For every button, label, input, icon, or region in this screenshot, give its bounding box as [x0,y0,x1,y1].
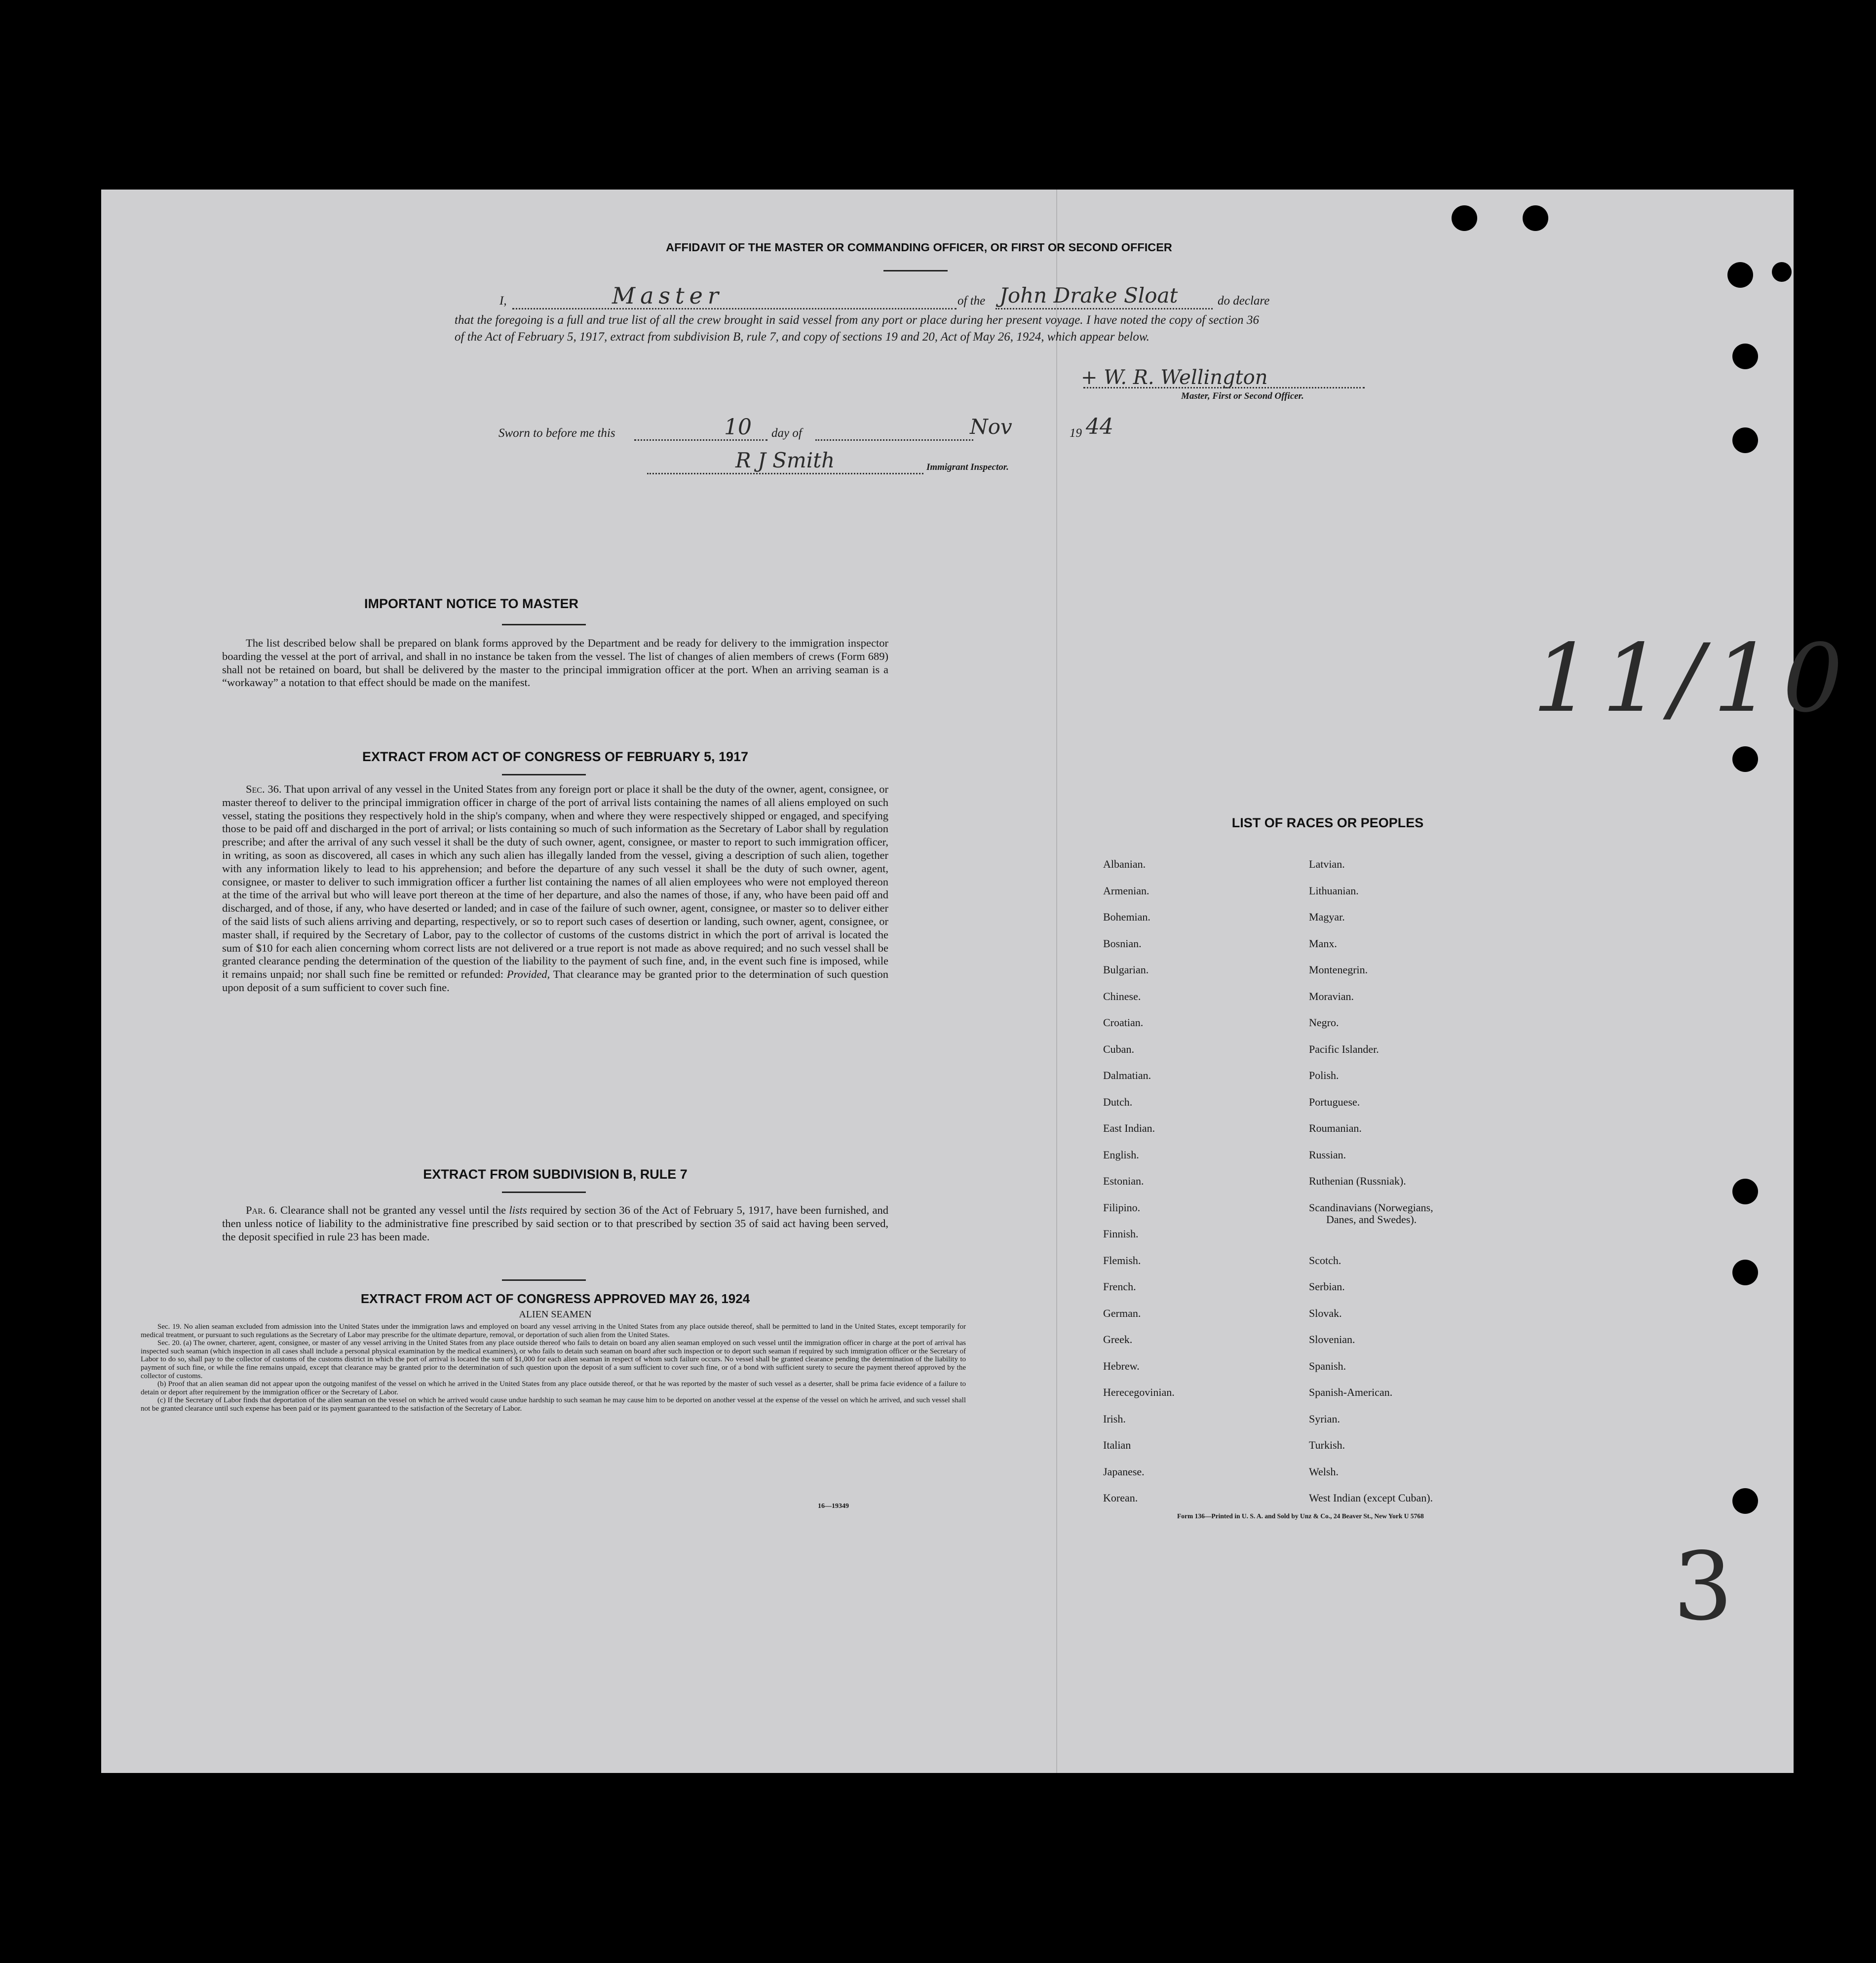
race-item: Slovak. [1309,1307,1342,1319]
inspector-caption: Immigrant Inspector. [926,462,1009,472]
race-item: Filipino. [1103,1201,1141,1214]
races-title: LIST OF RACES OR PEOPLES [1231,815,1424,830]
fold-line [1056,190,1057,1773]
notice-body: The list described below shall be prepared on blank forms approved by the Department and be ready for delivery to the immigration inspector boarding the vessel at the port of arrival, and shall in no instance be taken from the vessel. The list of changes of alien members of crews (Form 689) shall not be retained on board, but shall be delivered by the master to the principal immigration officer at the port. When an arriving seaman is a “workaway” a notation to that effect should be made on the manifest. [222,637,888,689]
month-dotted-line [815,439,973,441]
race-item: Scotch. [1309,1254,1341,1267]
race-item: Hebrew. [1103,1359,1140,1372]
race-item: Albanian. [1103,858,1146,870]
sworn-year-prefix: 19 [1070,426,1082,440]
extract-1917-rule [502,774,586,775]
rule-7-end-rule [502,1279,586,1281]
race-item: Latvian. [1309,858,1345,870]
race-item: French. [1103,1280,1136,1293]
vessel-handwritten: John Drake Sloat [999,283,1178,308]
affidavit-do-declare: do declare [1218,294,1270,308]
rule-7-title: EXTRACT FROM SUBDIVISION B, RULE 7 [423,1167,688,1182]
sworn-year-handwritten: 44 [1086,414,1113,439]
race-item: Estonian. [1103,1175,1144,1187]
title-rule [883,270,948,271]
race-item: Danes, and Swedes). [1326,1213,1417,1226]
punch-hole [1732,427,1758,453]
page-number-note: 3 [1673,1532,1733,1641]
race-item: Greek. [1103,1333,1133,1346]
section-36-label: Sec. 36. [246,783,282,795]
rank-handwritten: Master [612,282,724,309]
notice-rule [502,624,586,625]
sworn-prefix: Sworn to before me this [498,426,615,440]
punch-hole [1732,746,1758,772]
race-item: Armenian. [1103,884,1149,897]
race-item: English. [1103,1148,1139,1161]
rule-7-rule [502,1192,586,1193]
alien-seamen-subtitle: ALIEN SEAMEN [519,1309,592,1320]
race-item: Croatian. [1103,1016,1144,1029]
race-item: Spanish. [1309,1359,1346,1372]
section-36-text: That upon arrival of any vessel in the United States from any foreign port or place it shall be the duty of the owner, agent, consignee, or master thereof to deliver to the principal immigration officer in charge of the port of arrival lists containing the names of all aliens employed on such vessel, stating the positions they respectively hold in the ship's company, when and where they were respectively shipped or engaged, and specifying those to be paid off and discharged in the port of arrival; or lists containing so much of such information as the Secretary of Labor shall by regulation prescribe; and after the arrival of any such vessel it shall be the duty of such owner, agent, consignee, or master to report to such immigration officer, in writing, as soon as discovered, all cases in which any such alien has illegally landed from the vessel, giving a description of such alien, together with any information likely to lead to his apprehension; and before the departure of any such vessel it shall be the duty of such owner, agent, consignee, or master to deliver to such immigration officer a further list containing the names of all alien employees who were not employed thereon at the time of the arrival but who will leave port thereon at the time of her departure, and also the names of those, if any, who have been paid off and discharged, and of those, if any, who have deserted or landed; and in case of the failure of such owner, agent, consignee, or master so to deliver either of the said lists of such aliens arriving and departing, respectively, or so to report such cases of desertion or landing, such owner, agent, consignee, or master shall, if required by the Secretary of Labor, pay to the collector of customs of the customs district in which the port of arrival is located the sum of $10 for each alien concerning whom correct lists are not delivered or a true report is not made as above required; and no such vessel shall be granted clearance pending the determination of the question of the liability to the payment of such fine, and, in the event such fine is imposed, while it remains unpaid; nor shall such fine be remitted or refunded: [222,783,888,981]
race-item: Irish. [1103,1412,1126,1425]
master-signature: + W. R. Wellington [1081,366,1268,389]
punch-hole [1732,1179,1758,1204]
inspector-signature: R J Smith [735,448,835,472]
lists-word: lists [509,1204,527,1216]
race-item: Negro. [1309,1016,1339,1029]
race-item: Spanish-American. [1309,1386,1393,1398]
punch-hole [1732,1488,1758,1514]
race-item: Syrian. [1309,1412,1340,1425]
affidavit-of-the: of the [957,294,986,308]
par-6-text: Clearance shall not be granted any vessel until the [280,1204,506,1216]
race-item: Manx. [1309,937,1337,950]
race-item: Cuban. [1103,1042,1134,1055]
race-item: Montenegrin. [1309,963,1368,976]
race-item: Bohemian. [1103,911,1150,923]
punch-hole [1772,262,1792,282]
extract-1917-title: EXTRACT FROM ACT OF CONGRESS OF FEBRUARY 5, 1917 [362,749,749,764]
race-item: East Indian. [1103,1122,1155,1134]
race-item: Portuguese. [1309,1095,1360,1108]
race-item: Dalmatian. [1103,1069,1151,1081]
punch-hole [1727,262,1753,288]
section-20c-text: (c) If the Secretary of Labor finds that deportation of the alien seaman on the vessel on which he arrived would cause undue hardship to such seaman he may cause him to be deported on another vessel at the expense of the vessel on which he arrived, and such vessel shall not be granted clearance until such expense has been paid or its payment guaranteed to the satisfaction of the Secretary of Labor. [141,1396,966,1413]
extract-1924-title: EXTRACT FROM ACT OF CONGRESS APPROVED MAY 26, 1924 [360,1291,750,1306]
notice-title: IMPORTANT NOTICE TO MASTER [364,596,578,611]
form-footer: Form 136—Printed in U. S. A. and Sold by Unz & Co., 24 Beaver St., New York U 5768 [1177,1512,1424,1520]
race-item: German. [1103,1307,1141,1319]
race-item: Dutch. [1103,1095,1133,1108]
form-code: 16—19349 [818,1502,849,1510]
race-item: Lithuanian. [1309,884,1359,897]
date-margin-note: 11/10 [1521,624,1864,733]
race-item: Ruthenian (Russniak). [1309,1175,1406,1187]
punch-hole [1732,1260,1758,1285]
signature-dotted-line [1083,387,1365,388]
sworn-month-handwritten: Nov [970,415,1012,439]
race-item: Turkish. [1309,1439,1345,1451]
race-item: Roumanian. [1309,1122,1362,1134]
race-item: Bosnian. [1103,937,1142,950]
race-item: Italian [1103,1439,1131,1451]
section-36-text-end: That clearance may be granted prior to the determination of such question upon deposit of a sum sufficient to cover such fine. [222,968,889,994]
affidavit-body: that the foregoing is a full and true list of all the crew brought in said vessel from any port or place during her present voyage. I have noted the copy of section 36 of the Act of February 5, 1917, extract from subdivision B, rule 7, and copy of sections 19 and 20, Act of May 26, 1924, which appear below. [455,313,1259,344]
affidavit-title: AFFIDAVIT OF THE MASTER OR COMMANDING OFFICER, OR FIRST OR SECOND OFFICER [666,241,1172,254]
race-item: Pacific Islander. [1309,1042,1379,1055]
signature-caption: Master, First or Second Officer. [1181,391,1304,401]
section-19-text: Sec. 19. No alien seaman excluded from admission into the United States under the immigration laws and employed on board any vessel arriving in the United States from any place outside thereof, shall be permitted to land in the United States, except temporarily for medical treatment, or pursuant to such regulations as the Secretary of Labor may prescribe for the ultimate departure, removal, or deportation of such alien from the United States. [141,1323,966,1339]
race-item: Russian. [1309,1148,1346,1161]
race-item: West Indian (except Cuban). [1309,1492,1433,1504]
race-item: Korean. [1103,1492,1138,1504]
race-item: Flemish. [1103,1254,1141,1267]
race-item: Finnish. [1103,1228,1139,1240]
race-item: Slovenian. [1309,1333,1355,1346]
rule-7-body [222,1204,888,1243]
par-6-text-end: required by section 36 of the Act of February 5, 1917, have been furnished, and then unless notice of liability to the administrative fine prescribed by said section or to that prescribed by section 35 of said act having been served, the deposit specified in rule 23 has been made. [222,1204,889,1243]
race-item: Herecegovinian. [1103,1386,1175,1398]
punch-hole [1523,205,1548,231]
race-item: Scandinavians (Norwegians, [1309,1201,1433,1214]
race-item: Moravian. [1309,990,1354,1002]
sworn-day-of: day of [771,426,802,440]
race-item: Polish. [1309,1069,1339,1081]
par-6-label: Par. 6. [246,1204,277,1216]
punch-hole [1732,344,1758,369]
rank-dotted-line [512,308,957,309]
race-item: Chinese. [1103,990,1141,1002]
inspector-dotted-line [647,473,923,474]
sworn-day-handwritten: 10 [724,415,752,440]
race-item: Magyar. [1309,911,1345,923]
race-item: Welsh. [1309,1465,1339,1478]
document-page [101,190,1864,1773]
vessel-dotted-line [995,308,1213,309]
race-item: Japanese. [1103,1465,1145,1478]
affidavit-line1-prefix: I, [499,294,507,308]
section-20a-text: Sec. 20. (a) The owner, charterer, agent, consignee, or master of any vessel arriving in the United States from any place outside thereof who fails to detain on board any alien seaman employed on such vessel until the immigration officer in charge at the port of arrival has inspected such seaman (which inspection in all cases shall include a personal physical examination by the medical examiners), or who fails to detain such seaman on board after such inspection or to deport such seaman if required by such immigration officer or the Secretary of Labor to do so, shall pay to the collector of customs of the customs district in which the port of arrival is located the sum of $1,000 for each alien seaman in respect of whom such failure occurs. No vessel shall be granted clearance pending the determination of the liability to payment of such fine, or while the fine remains unpaid, except that clearance may be granted prior to the determination of such question upon the deposit of a sum sufficient to cover such fine, or of a bond with sufficient surety to secure the payment thereof approved by the collector of customs. [141,1339,966,1380]
extract-1924-body [141,1323,966,1413]
race-item: Bulgarian. [1103,963,1149,976]
race-item: Serbian. [1309,1280,1345,1293]
section-20b-text: (b) Proof that an alien seaman did not appear upon the outgoing manifest of the vessel on which he arrived in the United States from any place outside thereof, or that he was reported by the master of such vessel as a deserter, shall be prima facie evidence of a failure to detain or deport after requirement by the immigration officer or the Secretary of Labor. [141,1380,966,1396]
provided-word: Provided, [506,968,550,981]
extract-1917-body [222,783,888,995]
punch-hole [1452,205,1477,231]
